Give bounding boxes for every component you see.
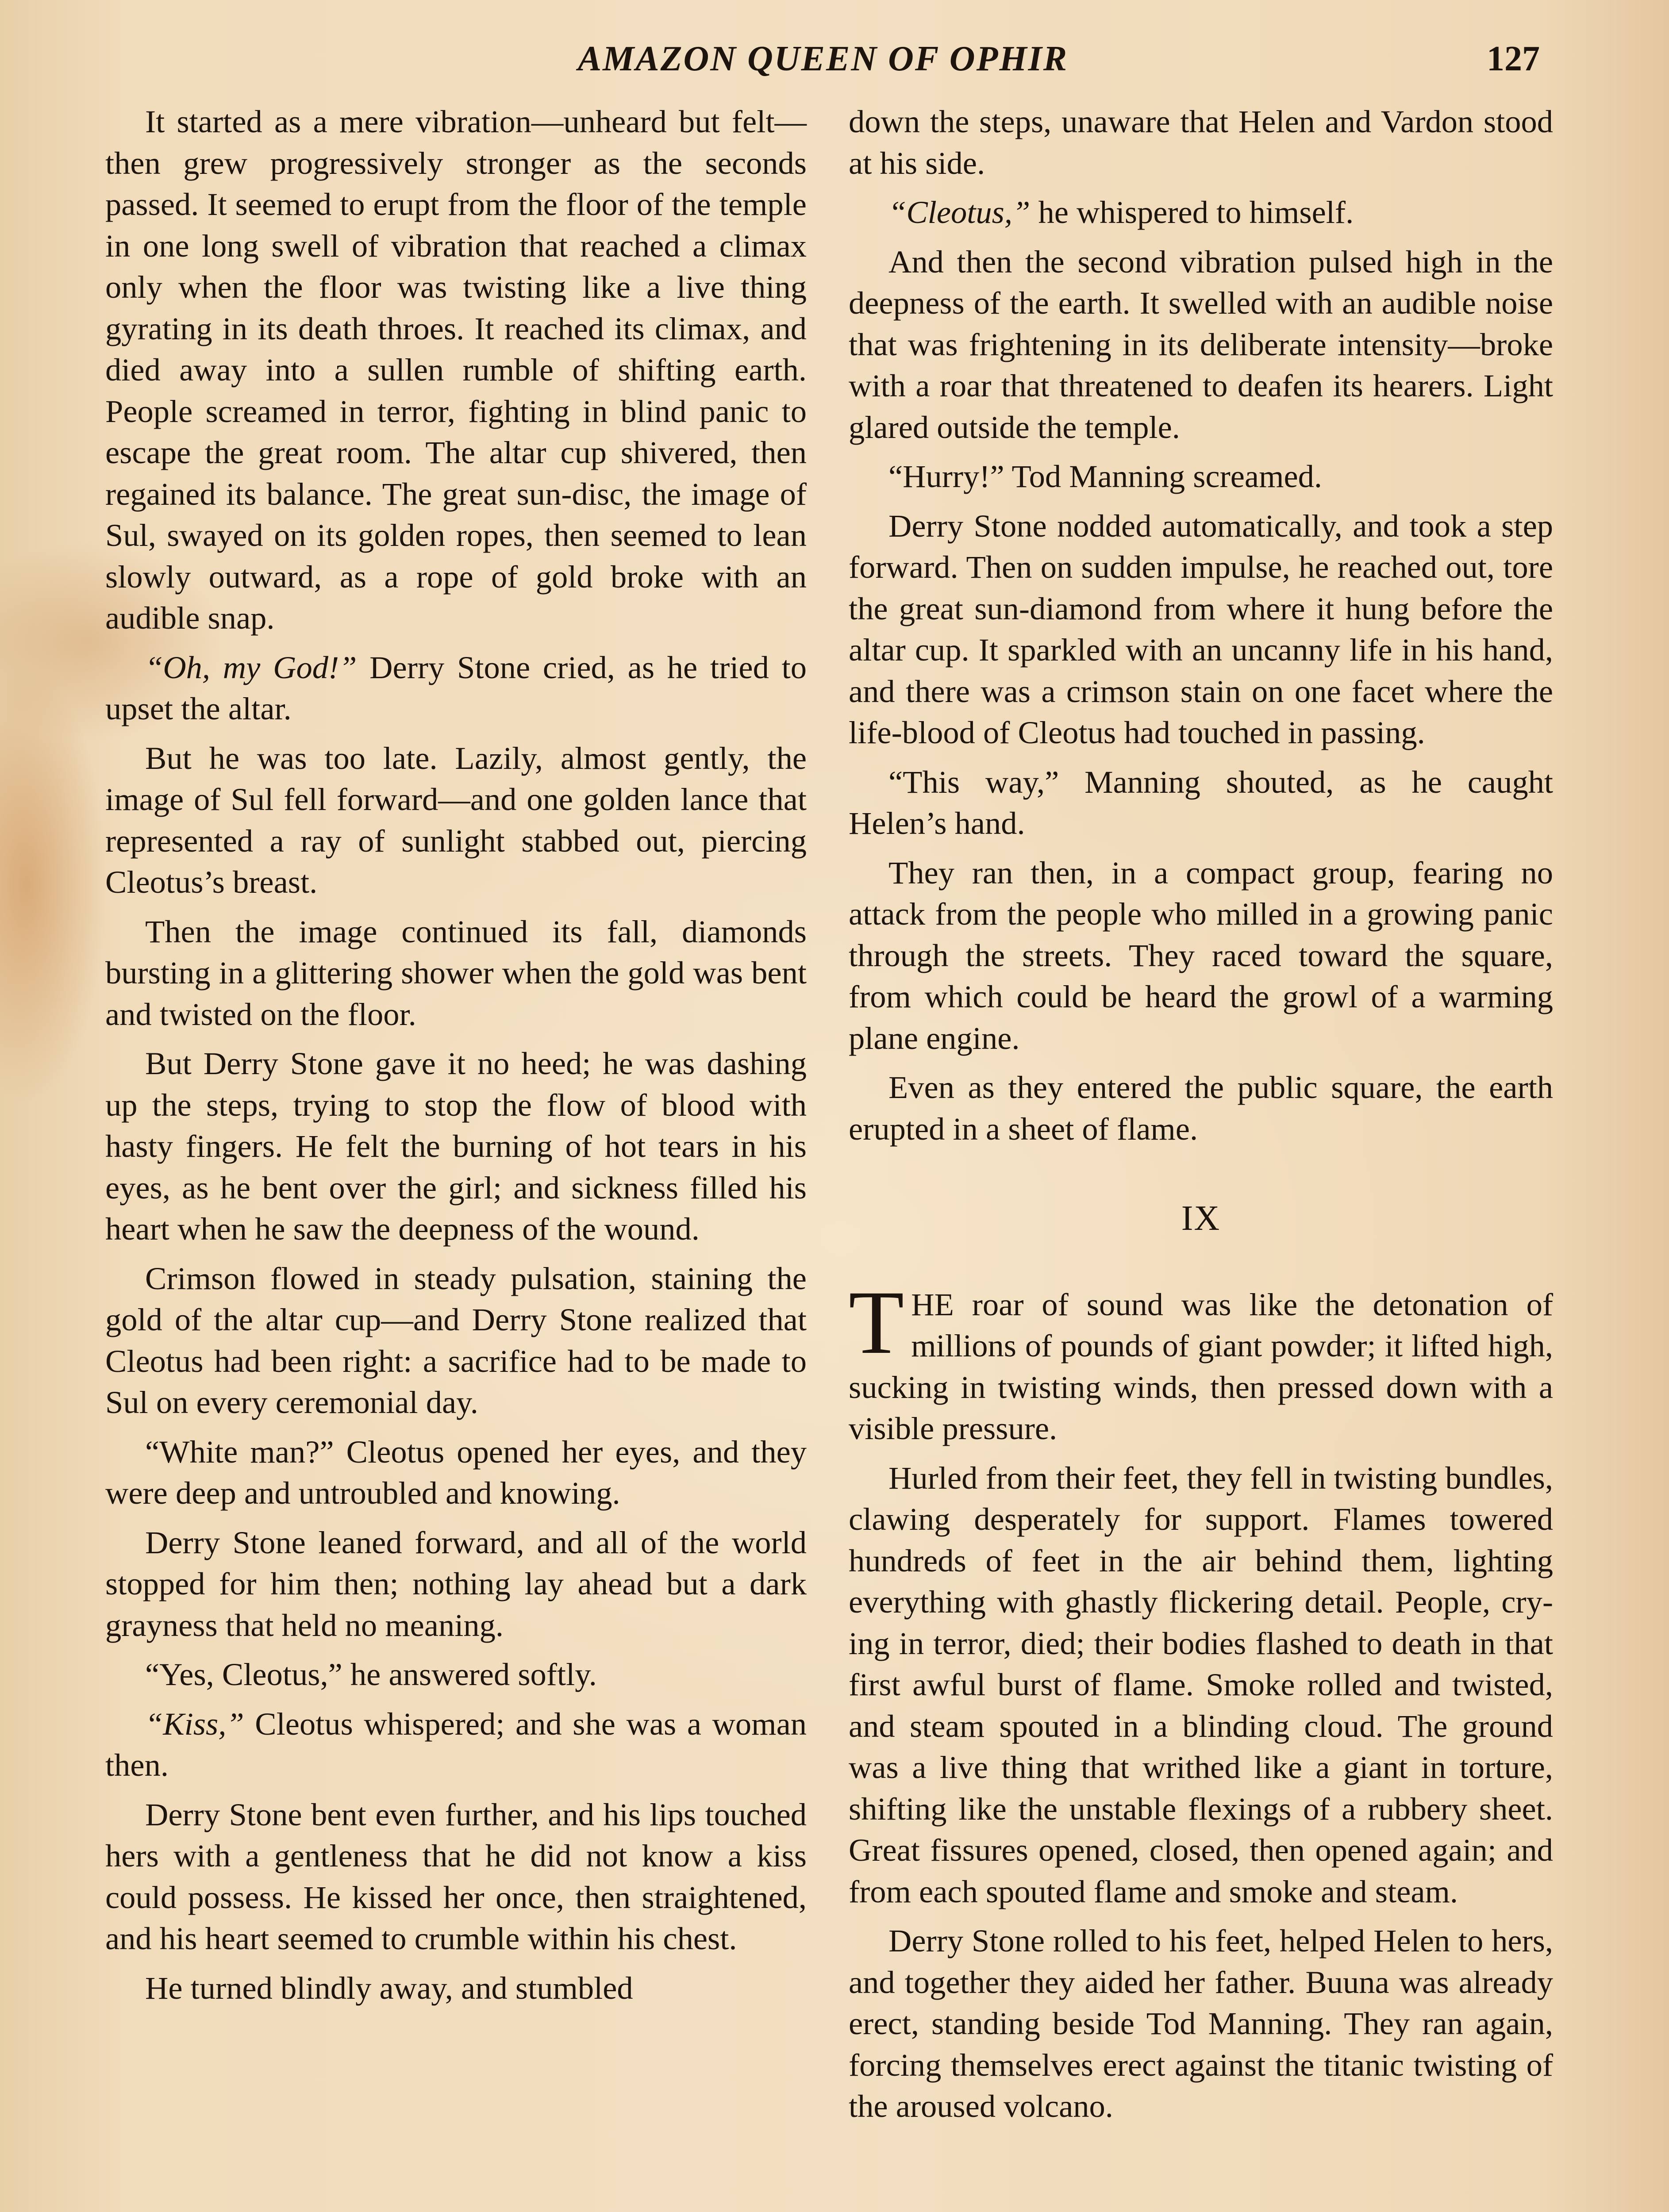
paragraph-text: Derry Stone cried, as he tried to upset the altar. <box>105 649 807 726</box>
paragraph-text: Derry Stone rolled to his feet, helped Helen to hers, and together they aided her father. Buuna was already erect, standing beside Tod Manning. They ran again, forcing themselves erect against the titanic twisting of the aroused volcano. <box>849 1923 1553 2124</box>
paragraph-text: Hurled from their feet, they fell in twisting bundles, clawing desperately for support. Flames towered hundreds of feet in the air behind them, lighting everything with ghastly flickering detail. People, crying in terror, died; their bodies flashed to death in that first awful burst of flame. Smoke rolled and twisted, and steam spouted in a blinding cloud. The ground was a live thing that writhed like a giant in torture, shifting like the unstable flexings of a rubbery sheet. Great fissures opened, closed, then opened again; and from each spouted flame and smoke and steam. <box>849 1459 1554 1909</box>
paragraph <box>105 647 807 730</box>
paragraph-text: He turned blindly away, and stumbled <box>145 1970 633 2006</box>
paragraph <box>849 852 1553 1059</box>
italic-speech: “Kiss,” <box>145 1705 244 1742</box>
paragraph-text: Cleotus whispered; and she was a woman then. <box>105 1705 807 1783</box>
paragraph-text: “Yes, Cleotus,” he answered softly. <box>145 1656 597 1692</box>
paragraph-text: But he was too late. Lazily, almost gently, the image of Sul fell forward—and one golden lance that represented a ray of sunlight stabbed out, piercing Cleotus’s breast. <box>105 740 807 900</box>
paragraph <box>105 911 807 1035</box>
paragraph-text: Derry Stone nodded automatically, and took a step forward. Then on sudden impulse, he reached out, tore the great sun-diamond from where it hung before the altar cup. It sparkled with an uncanny life in his hand, and there was a crimson stain on one facet where the life-blood of Cleotus had touched in passing. <box>849 507 1553 750</box>
paragraph <box>105 1258 807 1423</box>
paragraph <box>105 737 807 903</box>
paragraph-text: Derry Stone leaned forward, and all of the world stopped for him then; nothing lay ahead but a dark grayness that held no meaning. <box>105 1524 807 1643</box>
paragraph <box>105 1654 807 1695</box>
paragraph <box>849 101 1553 184</box>
paragraph <box>105 101 807 639</box>
paragraph <box>849 761 1553 844</box>
paragraph-text: “White man?” Cleotus opened her eyes, and they were deep and untroubled and knowing. <box>105 1433 807 1511</box>
paragraph <box>849 456 1553 497</box>
drop-cap: T <box>849 1272 904 1373</box>
italic-speech: “Oh, my God!” <box>145 649 357 685</box>
paragraph-text: Even as they entered the public square, the earth erupted in a sheet of flame. <box>849 1069 1553 1147</box>
paragraph <box>105 1043 807 1250</box>
page-header <box>0 39 1669 92</box>
paragraph <box>105 1703 807 1786</box>
paragraph <box>105 1967 807 2009</box>
right-column-bottom <box>849 1457 1553 2127</box>
paragraph-text: “This way,” Manning shouted, as he caught Helen’s hand. <box>849 764 1553 841</box>
paragraph-text: But Derry Stone gave it no heed; he was dashing up the steps, trying to stop the flow of blood with hasty fingers. He felt the burning of hot tears in his eyes, as he bent over the girl; and sickness filled his heart when he saw the deepness of the wound. <box>105 1045 807 1247</box>
paragraph <box>849 1920 1553 2127</box>
chapter-opening-text: HE roar of sound was like the detonation of millions of pounds of giant powder; it lifted high, sucking in twisting winds, then pressed down with a visible pressure. <box>849 1286 1553 1446</box>
right-column-top <box>849 101 1553 1149</box>
paragraph <box>105 1794 807 1959</box>
paragraph-text: They ran then, in a compact group, fearing no attack from the people who milled in a growing panic through the streets. They raced toward the square, from which could be heard the growl of a warming plane engine. <box>849 854 1553 1056</box>
paragraph-text: Crimson flowed in steady pulsation, staining the gold of the altar cup—and Derry Stone realized that Cleotus had been right: a sacrifice had to be made to Sul on every ceremonial day. <box>105 1260 807 1420</box>
paragraph <box>105 1522 807 1646</box>
paragraph-text: It started as a mere vibration—unheard but felt—then grew progressively stronger as the seconds passed. It seemed to erupt from the floor of the temple in one long swell of vibration that reached a climax only when the floor was twisting like a live thing gyrating in its death throes. It reached its climax, and died away into a sullen rumble of shifting earth. People screamed in terror, fighting in blind panic to escape the great room. The altar cup shivered, then regained its balance. The great sun-disc, the image of Sul, swayed on its golden ropes, then seemed to lean slowly outward, as a rope of gold broke with an audible snap. <box>105 104 807 636</box>
paragraph <box>849 1457 1553 1912</box>
paragraph-text: Then the image continued its fall, diamonds bursting in a glittering shower when the gold was bent and twisted on the floor. <box>105 913 807 1032</box>
italic-speech: “Cleotus,” <box>888 194 1031 230</box>
paragraph-text: And then the second vibration pulsed high in the deepness of the earth. It swelled with an audible noise that was frightening in its deliberate intensity—broke with a roar that threatened to deafen its hearers. Light glared outside the temple. <box>849 243 1553 445</box>
paragraph-text: Derry Stone bent even further, and his lips touched hers with a gentleness that he did not know a kiss could possess. He kissed her once, then straightened, and his heart seemed to crumble within his chest. <box>105 1796 807 1956</box>
paragraph-text: he whispered to himself. <box>1030 194 1354 230</box>
paragraph <box>849 505 1553 753</box>
running-title: AMAZON QUEEN OF OPHIR <box>577 39 1069 78</box>
right-column <box>849 101 1553 2135</box>
paragraph <box>849 192 1553 233</box>
paragraph <box>849 1067 1553 1149</box>
left-column <box>105 101 807 2016</box>
paragraph <box>849 241 1553 448</box>
paragraph <box>105 1431 807 1514</box>
chapter-opening-paragraph <box>849 1272 1553 1449</box>
paragraph-text: “Hurry!” Tod Manning screamed. <box>888 458 1323 494</box>
paragraph-text: down the steps, unaware that Helen and Vardon stood at his side. <box>849 104 1553 181</box>
page-number: 127 <box>1487 39 1540 78</box>
chapter-heading: IX <box>1181 1199 1221 1238</box>
